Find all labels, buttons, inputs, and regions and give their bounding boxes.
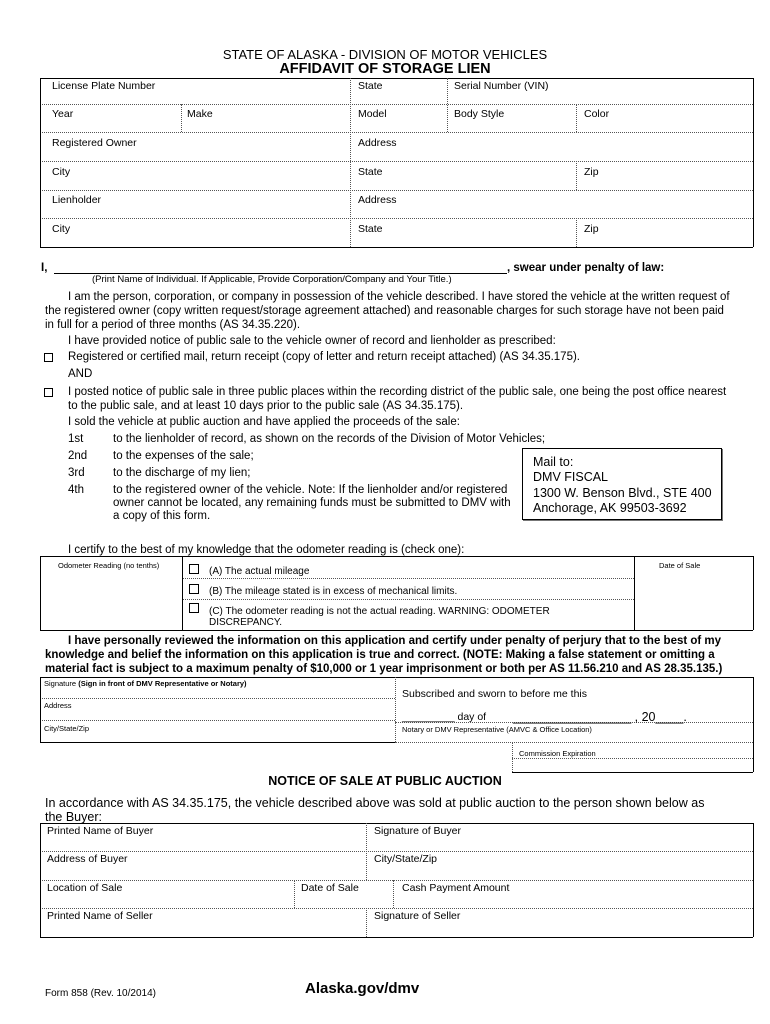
proceeds-ordinal-3: 3rd (68, 467, 85, 479)
owner-zip-field[interactable]: Zip (584, 166, 599, 178)
lien-city-field[interactable]: City (52, 223, 71, 235)
mail-to-box (522, 448, 722, 520)
proceeds-text-4-line1: to the registered owner of the vehicle. Note: If the lienholder and/or registered (113, 484, 508, 496)
body-style-field[interactable]: Body Style (454, 108, 505, 120)
month-year-field[interactable]: _________________ , 20____. (513, 710, 687, 724)
swear-statement: , swear under penalty of law: (507, 262, 665, 274)
actual-mileage-checkbox[interactable] (189, 564, 199, 574)
cash-payment-field[interactable]: Cash Payment Amount (402, 882, 510, 894)
auction-intro-line2: the Buyer: (45, 810, 102, 824)
para1-line2: the registered owner (copy written request/storage agreement attached) and reasonable charges for such storage have not been paid (45, 305, 724, 317)
vin-field[interactable]: Serial Number (VIN) (454, 80, 549, 92)
certification-line3: material fact is subject to a maximum penalty of $10,000 or 1 year imprisonment or both per AS 11.56.210 and AS 28.35.135.) (45, 663, 723, 675)
form-number: Form 858 (Rev. 10/2014) (45, 988, 156, 999)
proceeds-ordinal-2: 2nd (68, 450, 88, 462)
commission-expiration-label[interactable]: Commission Expiration (519, 749, 596, 758)
proceeds-text-4-line2: owner cannot be located, any remaining funds must be submitted to DMV with (113, 497, 511, 509)
excess-mileage-checkbox[interactable] (189, 584, 199, 594)
excess-mileage-label: (B) The mileage stated is in excess of mechanical limits. (209, 586, 458, 597)
lien-address-field[interactable]: Address (358, 194, 397, 206)
plate-state-field[interactable]: State (358, 80, 383, 92)
year-field[interactable]: Year (52, 108, 74, 120)
print-name-note: (Print Name of Individual. If Applicable, Provide Corporation/Company and Your Title.) (92, 274, 452, 285)
and-label: AND (68, 368, 93, 380)
proceeds-ordinal-4: 4th (68, 484, 84, 496)
owner-city-field[interactable]: City (52, 166, 71, 178)
mail-to-recipient: DMV FISCAL (533, 470, 609, 484)
seller-name-field[interactable]: Printed Name of Seller (47, 910, 153, 922)
para1-line3: in full for a period of three months (AS 34.35.220). (45, 319, 301, 331)
actual-mileage-label: (A) The actual mileage (209, 566, 310, 577)
sale-location-field[interactable]: Location of Sale (47, 882, 123, 894)
certified-mail-checkbox[interactable] (44, 353, 53, 362)
not-actual-mileage-checkbox[interactable] (189, 603, 199, 613)
lien-state-field[interactable]: State (358, 223, 383, 235)
not-actual-line2: DISCREPANCY. (209, 617, 282, 628)
model-field[interactable]: Model (358, 108, 387, 120)
proceeds-text-1: to the lienholder of record, as shown on the records of the Division of Motor Vehicles; (113, 433, 546, 445)
subscribed-statement: Subscribed and sworn to before me this (402, 688, 588, 700)
buyer-signature-field[interactable]: Signature of Buyer (374, 825, 461, 837)
odometer-reading-label: Odometer Reading (no tenths) (58, 561, 160, 570)
auction-title: NOTICE OF SALE AT PUBLIC AUCTION (268, 774, 502, 788)
option-posted-line2: to the public sale, and at least 10 days prior to the public sale (AS 34.35.175). (68, 400, 464, 412)
owner-address-field[interactable]: Address (358, 137, 397, 149)
posted-notice-checkbox[interactable] (44, 388, 53, 397)
day-of-field[interactable]: _________ day of (402, 711, 487, 723)
make-field[interactable]: Make (187, 108, 213, 120)
color-field[interactable]: Color (584, 108, 610, 120)
buyer-address-field[interactable]: Address of Buyer (47, 853, 128, 865)
signature-note: (Sign in front of DMV Representative or Notary) (78, 679, 247, 688)
license-plate-field[interactable]: License Plate Number (52, 80, 156, 92)
buyer-name-field[interactable]: Printed Name of Buyer (47, 825, 154, 837)
certification-line2: knowledge and belief the information on this application is true and correct. (NOTE: Making a false statement or omitting a (45, 649, 715, 661)
certification-line1: I have personally reviewed the information on this application and certify under penalty of perjury that to the best of my (68, 635, 722, 647)
mail-to-street: 1300 W. Benson Blvd., STE 400 (533, 486, 712, 500)
notice-intro: I have provided notice of public sale to the vehicle owner of record and lienholder as prescribed: (68, 335, 556, 347)
proceeds-ordinal-1: 1st (68, 433, 84, 445)
odometer-certify: I certify to the best of my knowledge that the odometer reading is (check one): (68, 544, 465, 556)
lien-zip-field[interactable]: Zip (584, 223, 599, 235)
auction-intro-line1: In accordance with AS 34.35.175, the vehicle described above was sold at public auction to the person shown below as (45, 796, 705, 810)
state-division-header: STATE OF ALASKA - DIVISION OF MOTOR VEHICLES (222, 47, 548, 62)
signature-label (44, 679, 247, 688)
signer-address-label[interactable]: Address (44, 701, 72, 710)
odometer-date-of-sale-label: Date of Sale (659, 561, 701, 570)
lienholder-field[interactable]: Lienholder (52, 194, 102, 206)
option-posted-line1: I posted notice of public sale in three public places within the recording district of the public sale, one being the post office nearest (68, 386, 727, 398)
form-title: AFFIDAVIT OF STORAGE LIEN (279, 61, 491, 77)
affiant-prefix: I, (41, 262, 48, 274)
seller-signature-field[interactable]: Signature of Seller (374, 910, 461, 922)
registered-owner-field[interactable]: Registered Owner (52, 137, 137, 149)
proceeds-intro: I sold the vehicle at public auction and have applied the proceeds of the sale: (68, 416, 460, 428)
website-link[interactable]: Alaska.gov/dmv (305, 980, 420, 997)
mail-to-city: Anchorage, AK 99503-3692 (533, 501, 687, 515)
notary-label: Notary or DMV Representative (AMVC & Office Location) (402, 725, 592, 734)
signature-text: Signature (44, 679, 77, 688)
signer-city-state-zip-label[interactable]: City/State/Zip (44, 724, 90, 733)
mail-to-label: Mail to: (533, 455, 574, 469)
owner-state-field[interactable]: State (358, 166, 383, 178)
proceeds-text-3: to the discharge of my lien; (113, 467, 251, 479)
not-actual-line1: (C) The odometer reading is not the actual reading. WARNING: ODOMETER (209, 606, 550, 617)
buyer-city-state-zip-field[interactable]: City/State/Zip (374, 853, 438, 865)
proceeds-text-4-line3: a copy of this form. (113, 510, 211, 522)
signature-field[interactable] (44, 688, 392, 697)
para1-line1: I am the person, corporation, or company in possession of the vehicle described. I have stored the vehicle at the written request of (68, 291, 730, 303)
sale-date-field[interactable]: Date of Sale (301, 882, 359, 894)
option-certified-mail: Registered or certified mail, return receipt (copy of letter and return receipt attached) (AS 34.35.175). (68, 351, 581, 363)
proceeds-text-2: to the expenses of the sale; (113, 450, 254, 462)
